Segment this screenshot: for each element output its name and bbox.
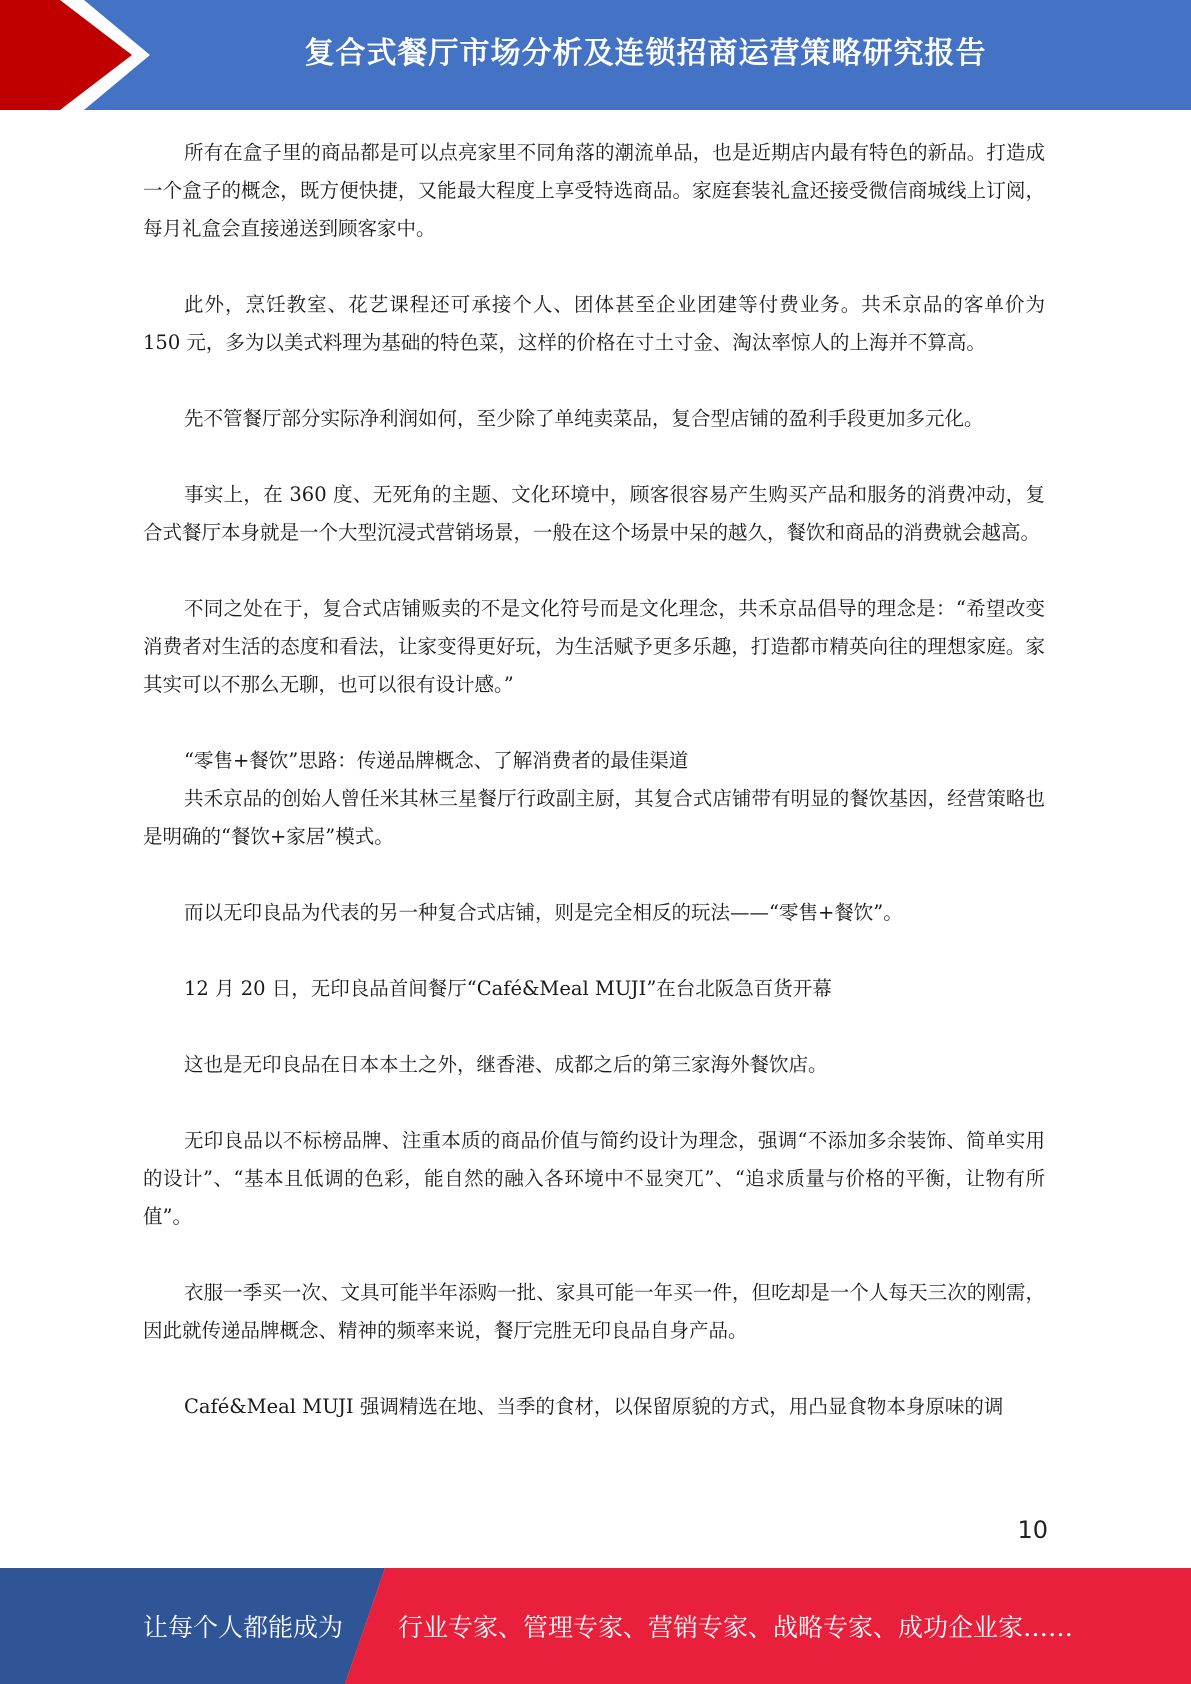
paragraph: 无印良品以不标榜品牌、注重本质的商品价值与简约设计为理念，强调“不添加多余装饰、简单实用的设计”、“基本且低调的色彩，能自然的融入各环境中不显突兀”、“追求质量与价格的平衡，让物有所值”。 — [143, 1129, 1045, 1228]
section-heading: “零售+餐饮”思路：传递品牌概念、了解消费者的最佳渠道 — [184, 749, 689, 772]
paragraph: 先不管餐厅部分实际净利润如何，至少除了单纯卖菜品，复合型店铺的盈利手段更加多元化。 — [184, 407, 984, 430]
page-number: 10 — [1017, 1516, 1048, 1544]
paragraph: 衣服一季买一次、文具可能半年添购一批、家具可能一年买一件，但吃却是一个人每天三次的刚需，因此就传递品牌概念、精神的频率来说，餐厅完胜无印良品自身产品。 — [143, 1281, 1045, 1342]
paragraph: 所有在盒子里的商品都是可以点亮家里不同角落的潮流单品，也是近期店内最有特色的新品。打造成一个盒子的概念，既方便快捷，又能最大程度上享受特选商品。家庭套装礼盒还接受微信商城线上订阅，每月礼盒会直接递送到顾客家中。 — [143, 141, 1045, 240]
footer-slogan-left: 让每个人都能成为 — [143, 1613, 344, 1642]
page-header — [0, 0, 1191, 110]
paragraph: 共禾京品的创始人曾任米其林三星餐厅行政副主厨，其复合式店铺带有明显的餐饮基因，经营策略也是明确的“餐饮+家居”模式。 — [143, 787, 1045, 848]
article-body — [143, 134, 1045, 1426]
paragraph: Café&Meal MUJI 强调精选在地、当季的食材，以保留原貌的方式，用凸显食物本身原味的调 — [184, 1395, 1004, 1418]
paragraph: 事实上，在 360 度、无死角的主题、文化环境中，顾客很容易产生购买产品和服务的消费冲动，复合式餐厅本身就是一个大型沉浸式营销场景，一般在这个场景中呆的越久，餐饮和商品的消费就会越高。 — [143, 483, 1045, 544]
paragraph: 12 月 20 日，无印良品首间餐厅“Café&Meal MUJI”在台北阪急百货开幕 — [184, 977, 832, 1000]
paragraph: 不同之处在于，复合式店铺贩卖的不是文化符号而是文化理念，共禾京品倡导的理念是：“希望改变消费者对生活的态度和看法，让家变得更好玩，为生活赋予更多乐趣，打造都市精英向往的理想家庭。家其实可以不那么无聊，也可以很有设计感。” — [143, 597, 1045, 696]
paragraph: 此外，烹饪教室、花艺课程还可承接个人、团体甚至企业团建等付费业务。共禾京品的客单价为 150 元，多为以美式料理为基础的特色菜，这样的价格在寸土寸金、淘汰率惊人的上海并不算高。 — [143, 293, 1045, 354]
paragraph: 而以无印良品为代表的另一种复合式店铺，则是完全相反的玩法——“零售+餐饮”。 — [184, 901, 903, 924]
report-title: 复合式餐厅市场分析及连锁招商运营策略研究报告 — [304, 36, 987, 71]
paragraph: 这也是无印良品在日本本土之外，继香港、成都之后的第三家海外餐饮店。 — [184, 1053, 828, 1076]
footer-slogan-right: 行业专家、管理专家、营销专家、战略专家、成功企业家…… — [398, 1613, 1074, 1642]
page-footer — [0, 1568, 1191, 1684]
